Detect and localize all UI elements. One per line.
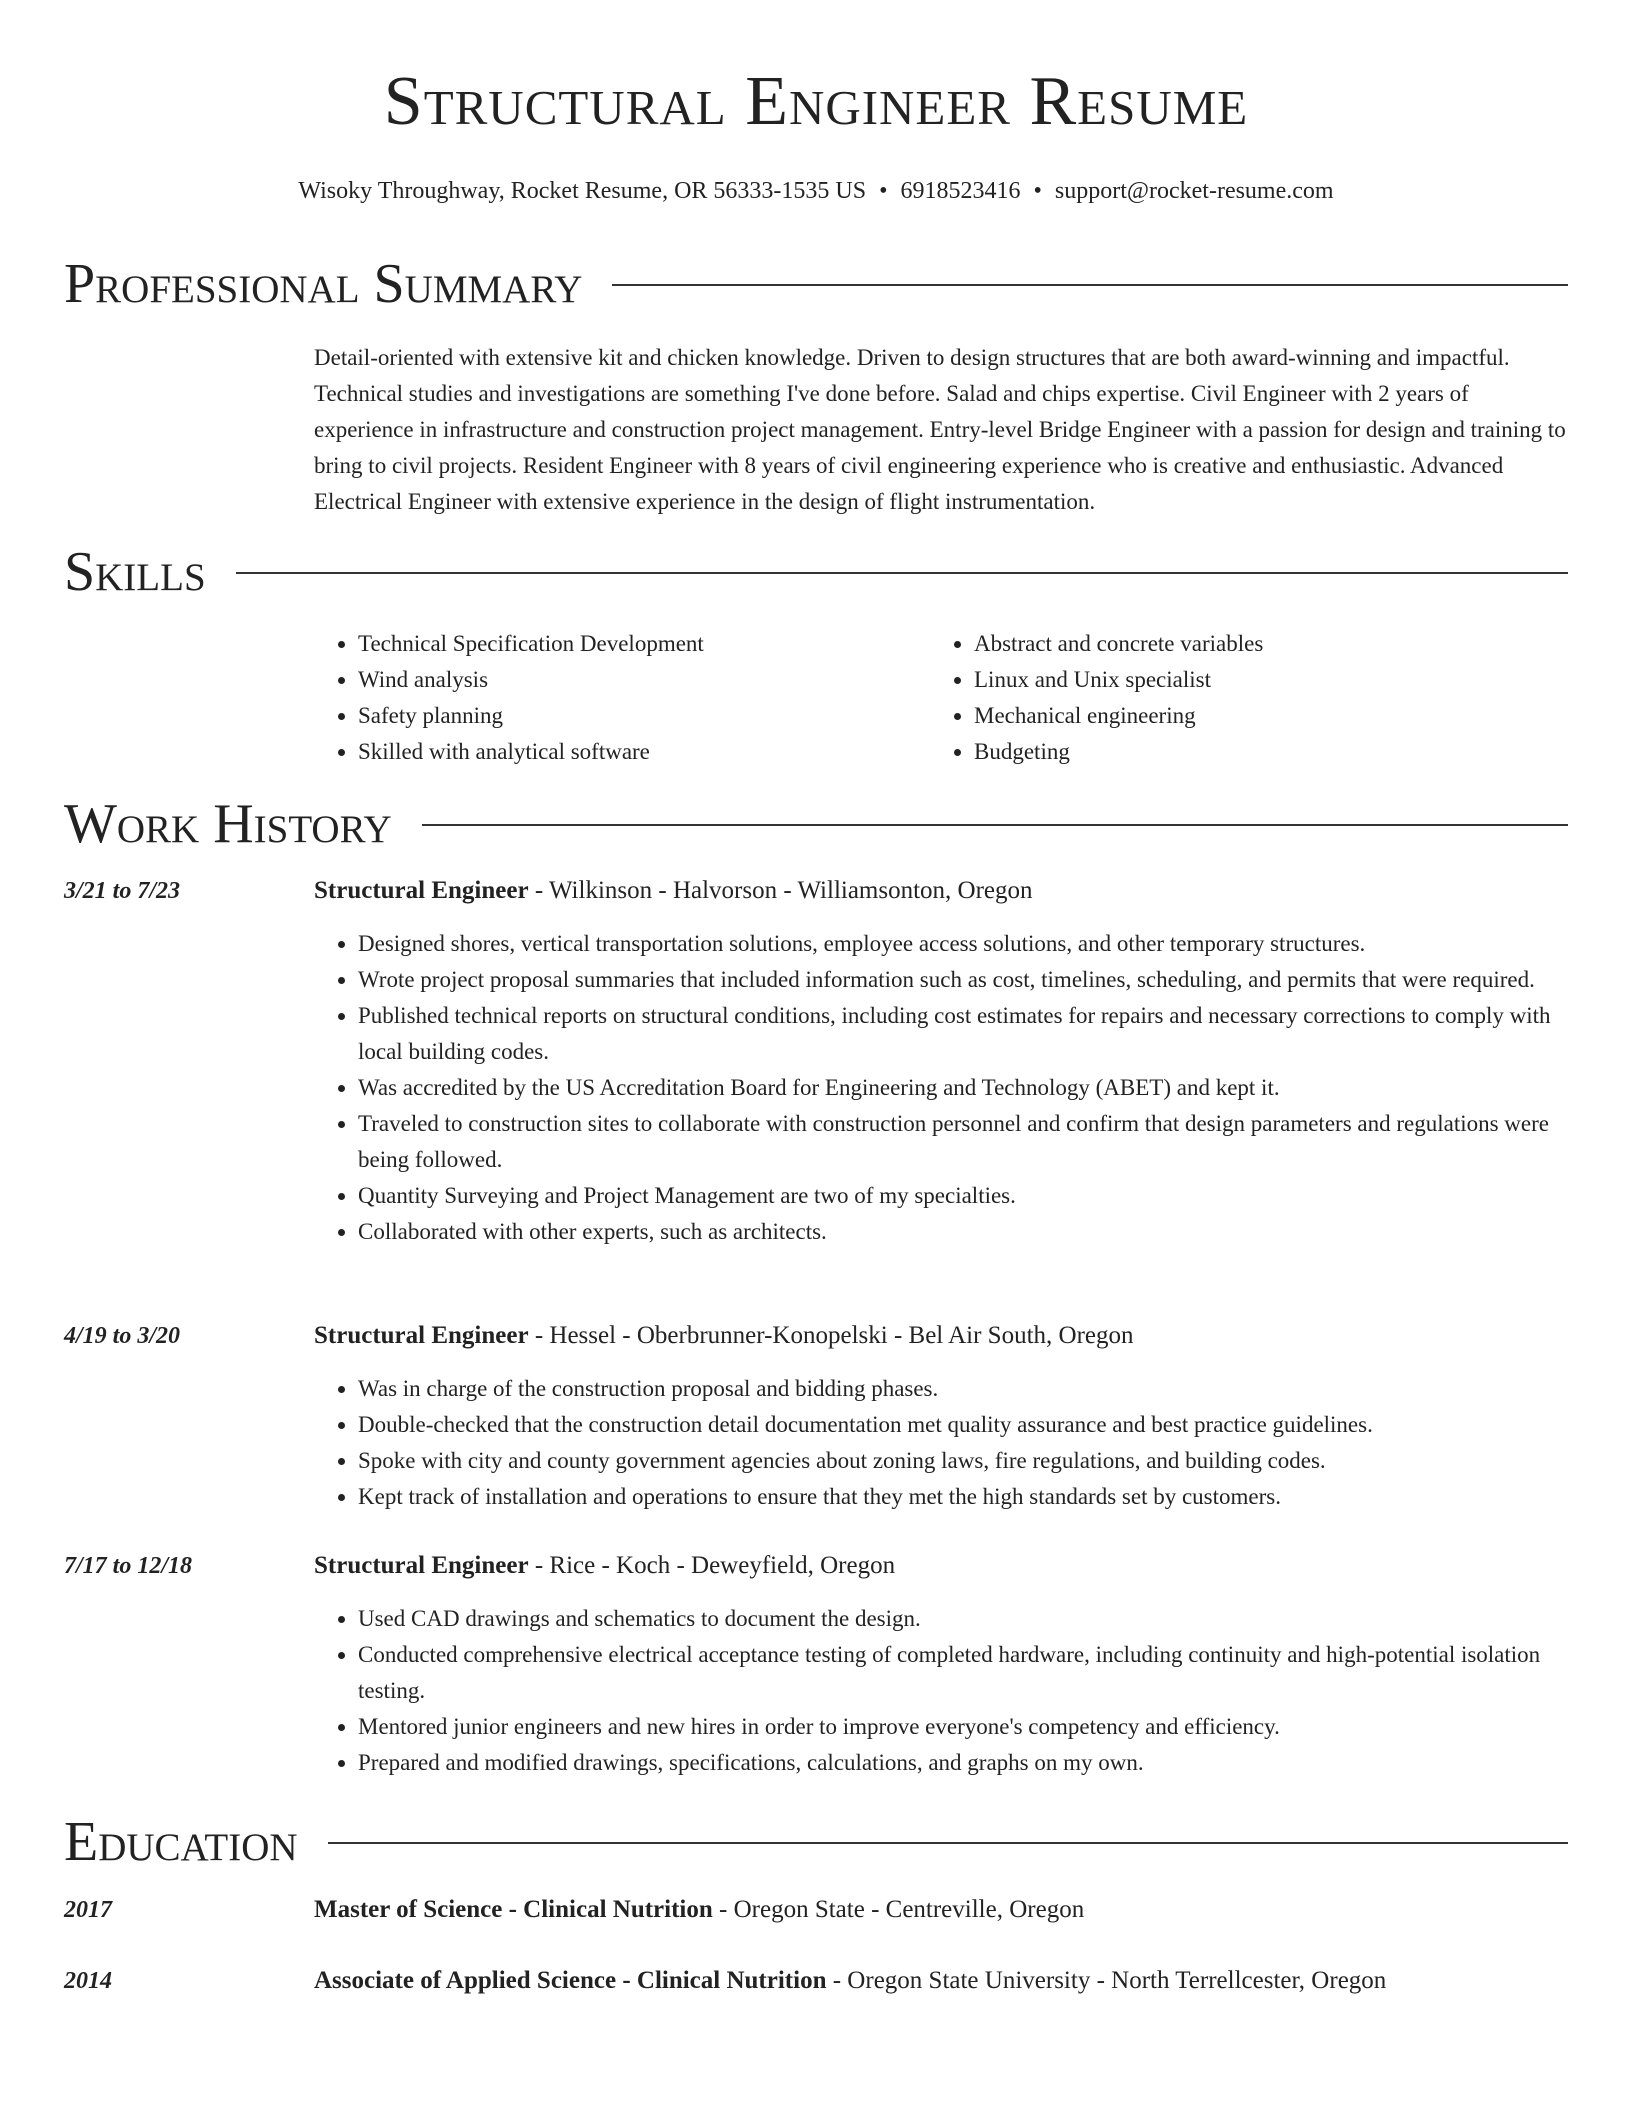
skills-section-header — [64, 542, 1568, 602]
summary-section-header — [64, 254, 1568, 314]
resume-name: Structural Engineer Resume — [383, 63, 1249, 140]
separator-dot: • — [879, 178, 888, 204]
education-section-header — [64, 1812, 1568, 1872]
email-link[interactable]: support@rocket-resume.com — [1054, 178, 1334, 204]
education-headline — [314, 1893, 1568, 1927]
work-bullet: • Wrote project proposal summaries that included information such as cost, timelines, scheduling, and permits that were required. — [358, 962, 1568, 998]
work-bullet: • Conducted comprehensive electrical acceptance testing of completed hardware, including continuity and high-potential isolation testing. — [358, 1637, 1568, 1709]
work-bullet: • Quantity Surveying and Project Management are two of my specialties. — [358, 1178, 1568, 1214]
skills-column-right — [930, 626, 1568, 770]
section-title: Work History — [64, 793, 392, 855]
skill-item: • Safety planning — [358, 698, 930, 734]
work-headline — [314, 1319, 1568, 1353]
skill-item: • Wind analysis — [358, 662, 930, 698]
skill-item: • Linux and Unix specialist — [974, 662, 1568, 698]
work-bullet: • Used CAD drawings and schematics to document the design. — [358, 1601, 1568, 1637]
work-bullet: • Designed shores, vertical transportation solutions, employee access solutions, and other temporary structures. — [358, 926, 1568, 962]
skills-column-left — [314, 626, 930, 770]
job-details: - Rice - Koch - Deweyfield, Oregon — [528, 1552, 896, 1579]
work-bullet: • Kept track of installation and operations to ensure that they met the high standards set by customers. — [358, 1479, 1568, 1515]
address: Wisoky Throughway, Rocket Resume, OR 56333-1535 US — [298, 178, 867, 204]
section-divider — [328, 1842, 1568, 1844]
section-title: Skills — [64, 541, 206, 603]
section-divider — [612, 284, 1568, 286]
school-details: - Oregon State - Centreville, Oregon — [712, 1896, 1085, 1923]
work-dates: 3/21 to 7/23 — [64, 878, 181, 904]
education-year: 2014 — [64, 1968, 112, 1994]
section-divider — [422, 824, 1568, 826]
work-bullet: • Spoke with city and county government agencies about zoning laws, fire regulations, and building codes. — [358, 1443, 1568, 1479]
work-bullets — [314, 1371, 1568, 1515]
skill-item: • Skilled with analytical software — [358, 734, 930, 770]
section-title: Education — [64, 1811, 298, 1873]
work-bullet: • Prepared and modified drawings, specifications, calculations, and graphs on my own. — [358, 1745, 1568, 1781]
work-bullet: • Collaborated with other experts, such as architects. — [358, 1214, 1568, 1250]
job-details: - Hessel - Oberbrunner-Konopelski - Bel Air South, Oregon — [528, 1322, 1134, 1349]
work-bullets — [314, 1601, 1568, 1781]
summary-text: Detail-oriented with extensive kit and chicken knowledge. Driven to design structures that are both award-winning and impactful. Technical studies and investigations are something I've done before. Salad and chips expertise. Civil Engineer with 2 years of experience in infrastructure and construction project management. Entry-level Bridge Engineer with a passion for design and training to bring to civil projects. Resident Engineer with 8 years of civil engineering experience who is creative and enthusiastic. Advanced Electrical Engineer with extensive experience in the design of flight instrumentation. — [314, 345, 1566, 514]
work-bullet: • Mentored junior engineers and new hires in order to improve everyone's competency and efficiency. — [358, 1709, 1568, 1745]
section-title: Professional Summary — [64, 253, 583, 315]
work-bullet: • Was in charge of the construction proposal and bidding phases. — [358, 1371, 1568, 1407]
phone: 6918523416 — [900, 178, 1021, 204]
school-details: - Oregon State University - North Terrellcester, Oregon — [826, 1967, 1387, 1994]
skill-item: • Technical Specification Development — [358, 626, 930, 662]
education-year: 2017 — [64, 1897, 112, 1923]
work-headline — [314, 874, 1568, 908]
work-dates: 7/17 to 12/18 — [64, 1553, 193, 1579]
work-dates: 4/19 to 3/20 — [64, 1323, 181, 1349]
separator-dot: • — [1033, 178, 1042, 204]
work-bullet: • Was accredited by the US Accreditation Board for Engineering and Technology (ABET) and kept it. — [358, 1070, 1568, 1106]
skill-item: • Mechanical engineering — [974, 698, 1568, 734]
job-title: Structural Engineer — [314, 1552, 529, 1579]
skills-list — [314, 626, 1568, 770]
work-bullets — [314, 926, 1568, 1250]
contact-line — [0, 176, 1632, 206]
skill-item: • Abstract and concrete variables — [974, 626, 1568, 662]
job-title: Structural Engineer — [314, 1322, 529, 1349]
section-divider — [236, 572, 1568, 574]
job-title: Structural Engineer — [314, 877, 529, 904]
work-bullet: • Double-checked that the construction detail documentation met quality assurance and best practice guidelines. — [358, 1407, 1568, 1443]
degree: Master of Science - Clinical Nutrition — [314, 1896, 713, 1923]
job-details: - Wilkinson - Halvorson - Williamsonton, Oregon — [528, 877, 1033, 904]
skill-item: • Budgeting — [974, 734, 1568, 770]
work-section-header — [64, 794, 1568, 854]
degree: Associate of Applied Science - Clinical Nutrition — [314, 1967, 827, 1994]
education-headline — [314, 1964, 1568, 1998]
work-headline — [314, 1549, 1568, 1583]
work-bullet: • Traveled to construction sites to collaborate with construction personnel and confirm that design parameters and regulations were being followed. — [358, 1106, 1568, 1178]
work-bullet: • Published technical reports on structural conditions, including cost estimates for repairs and necessary corrections to comply with local building codes. — [358, 998, 1568, 1070]
